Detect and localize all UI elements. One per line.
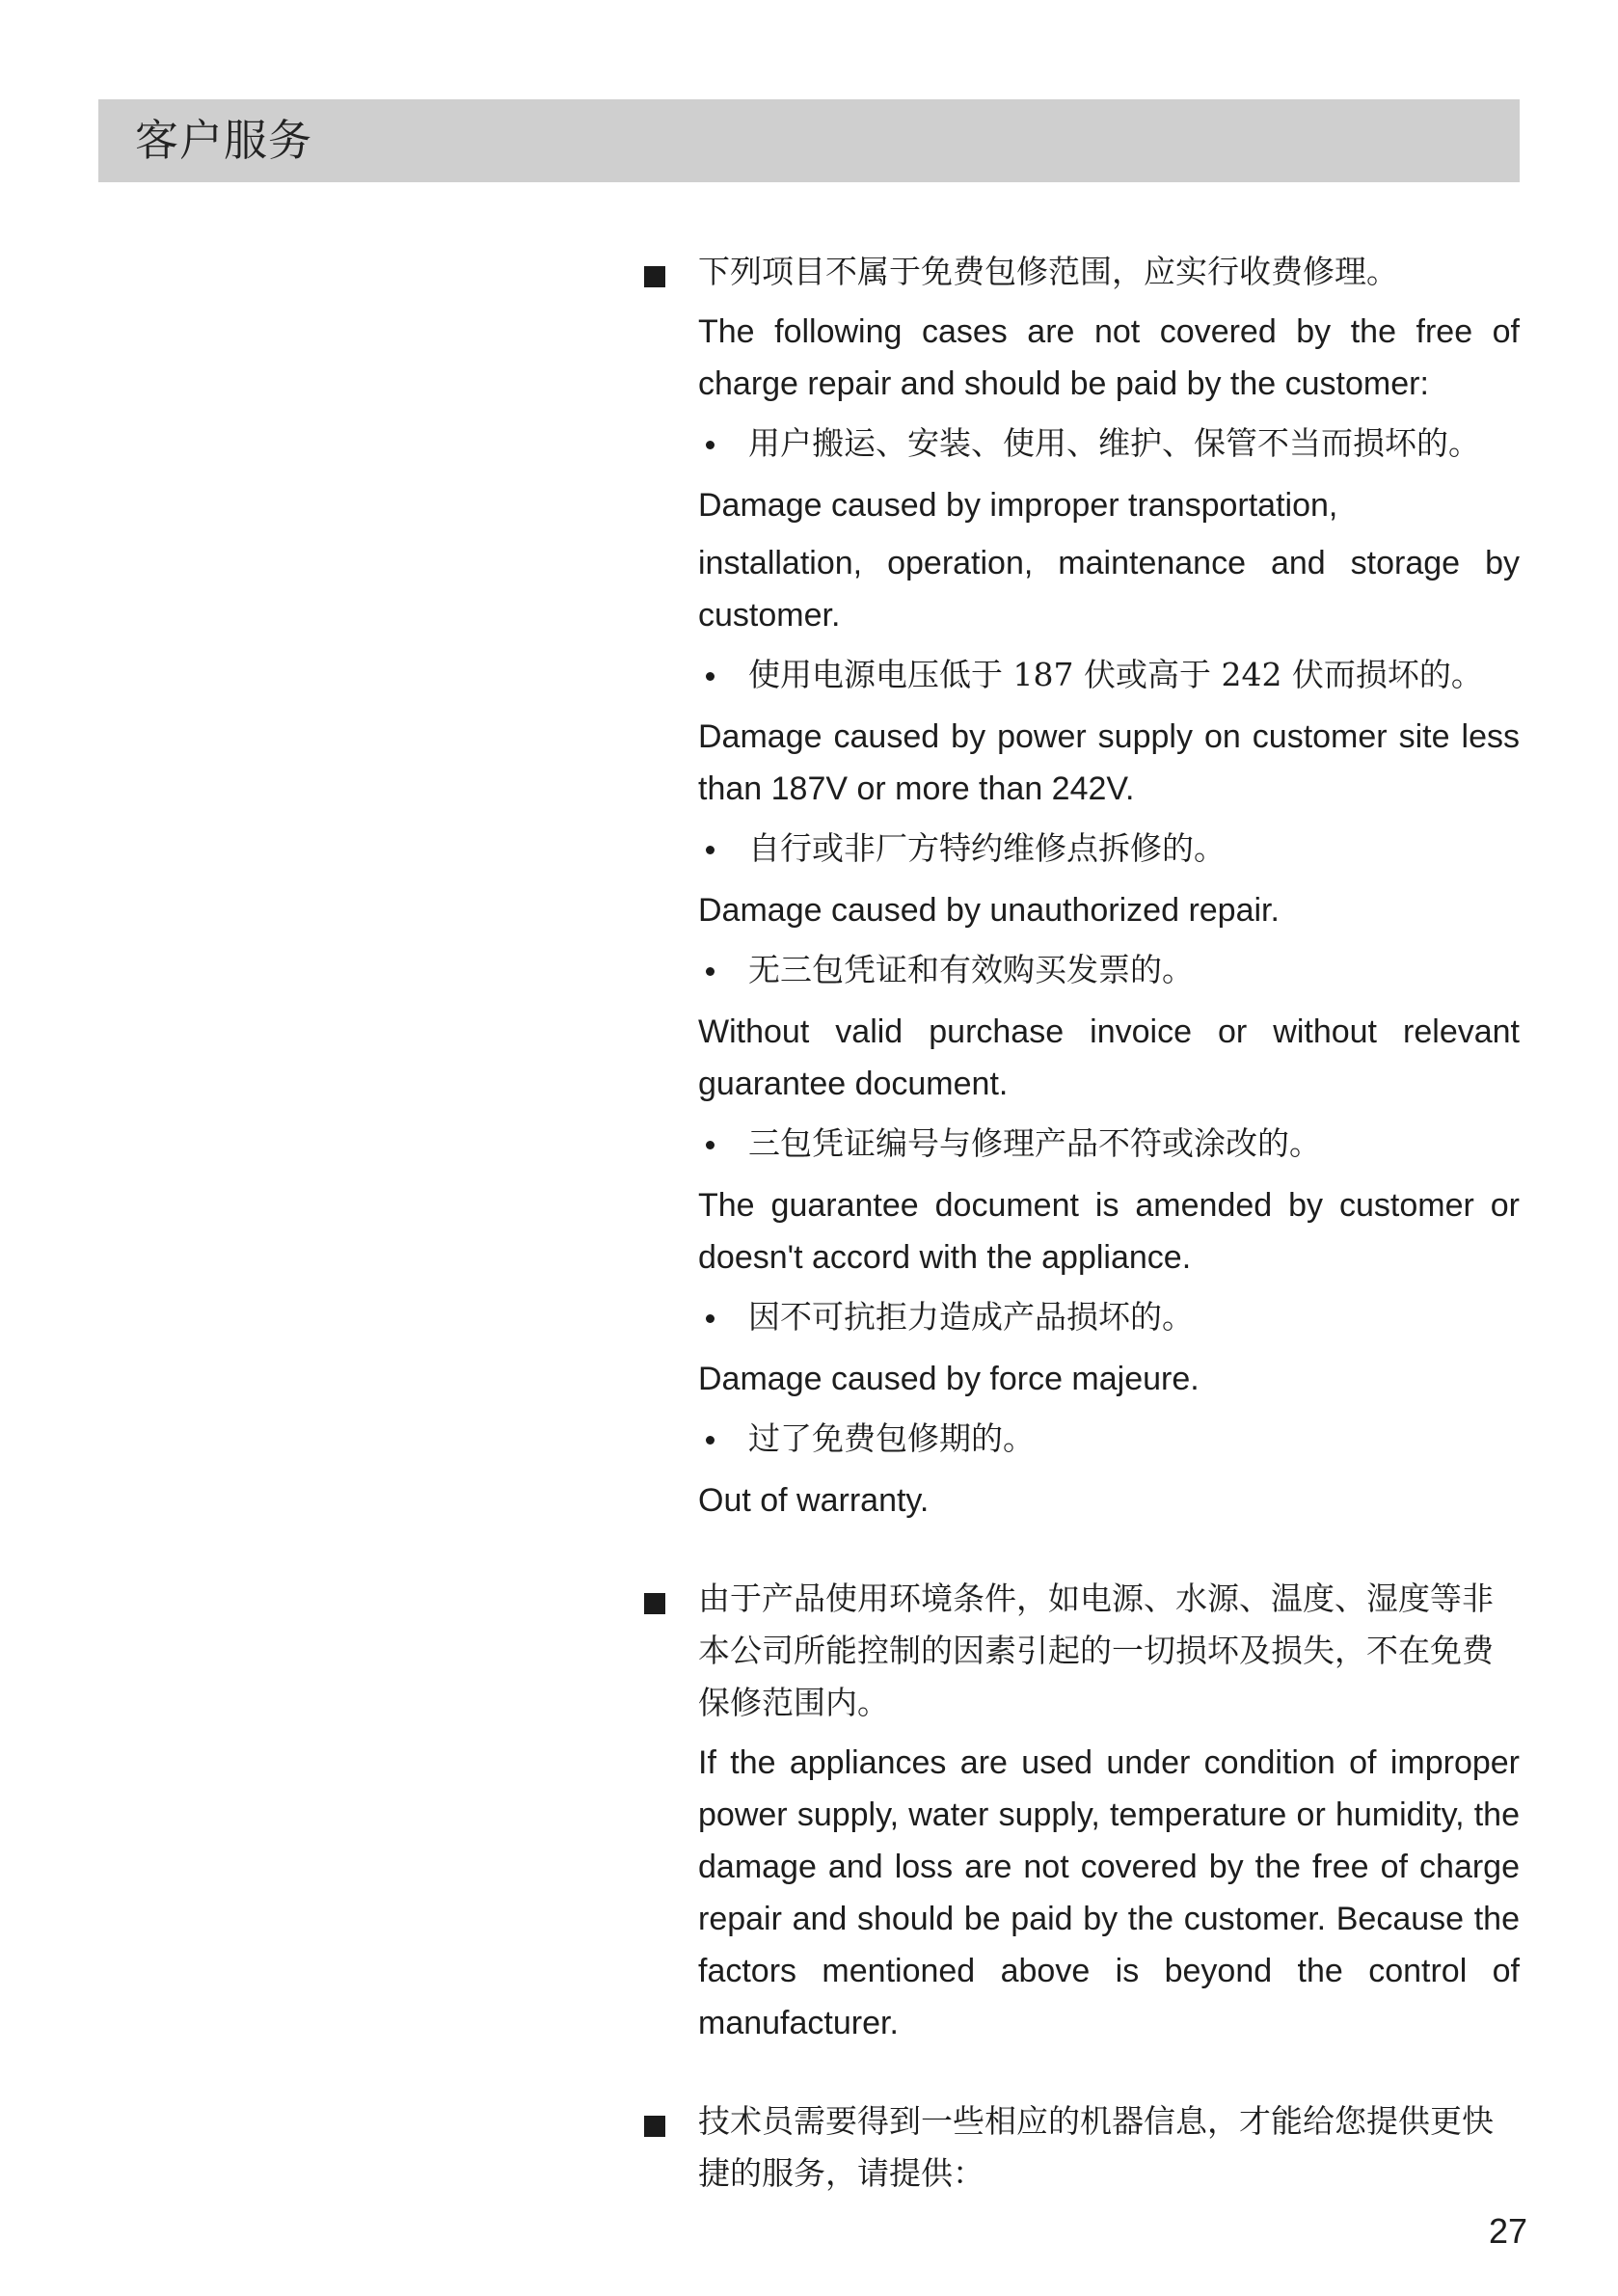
list-item <box>698 823 1520 936</box>
list-item-zh: 因不可抗拒力造成产品损坏的。 <box>748 1298 1194 1336</box>
list-item-zh: 无三包凭证和有效购买发票的。 <box>748 951 1194 988</box>
square-bullet-icon <box>644 2116 665 2137</box>
section-paid-repair <box>640 246 1520 1526</box>
list-item-en: Damage caused by improper transportation, <box>698 487 1338 524</box>
section2-zh: 由于产品使用环境条件，如电源、水源、温度、湿度等非本公司所能控制的因素引起的一切损坏及损失，不在免费保修范围内。 <box>698 1580 1494 1721</box>
list-item-en: Out of warranty. <box>698 1482 930 1519</box>
list-item-zh: 自行或非厂方特约维修点拆修的。 <box>748 829 1226 867</box>
square-bullet-icon <box>644 1593 665 1614</box>
list-item-en: The guarantee document is amended by customer or doesn't accord with the appliance. <box>698 1187 1520 1276</box>
list-item <box>698 1118 1520 1283</box>
list-item-zh: 过了免费包修期的。 <box>748 1419 1035 1457</box>
bullet-dot-icon <box>706 1436 715 1445</box>
bullet-dot-icon <box>706 846 715 854</box>
section1-intro-zh: 下列项目不属于免费包修范围，应实行收费修理。 <box>698 253 1398 290</box>
section-environment <box>640 1573 1520 2049</box>
bullet-dot-icon <box>706 441 715 449</box>
content-column <box>640 246 1520 2200</box>
list-item <box>698 418 1520 641</box>
list-item <box>698 944 1520 1110</box>
list-item-en-continued: installation, operation, maintenance and storage by customer. <box>698 545 1520 634</box>
bullet-dot-icon <box>706 1314 715 1323</box>
square-bullet-icon <box>644 266 665 287</box>
list-item-en: Damage caused by power supply on customer site less than 187V or more than 242V. <box>698 718 1520 807</box>
list-item-en: Damage caused by force majeure. <box>698 1361 1200 1397</box>
bullet-dot-icon <box>706 967 715 976</box>
page-title: 客户服务 <box>135 115 313 166</box>
page-number: 27 <box>1489 2211 1528 2251</box>
section3-zh: 技术员需要得到一些相应的机器信息，才能给您提供更快捷的服务，请提供： <box>698 2102 1494 2192</box>
list-item-zh: 用户搬运、安装、使用、维护、保管不当而损坏的。 <box>748 424 1480 462</box>
section-technician-info <box>640 2095 1520 2200</box>
list-item <box>698 649 1520 815</box>
list-item <box>698 1291 1520 1405</box>
bullet-dot-icon <box>706 1141 715 1149</box>
list-item <box>698 1413 1520 1526</box>
section2-en: If the appliances are used under condition of improper power supply, water supply, temperature or humidity, the damage and loss are not covered by the free of charge repair and should be paid by the customer. Because the factors mentioned above is beyond the control of manufacturer. <box>698 1744 1520 2041</box>
list-item-zh: 使用电源电压低于 187 伏或高于 242 伏而损坏的。 <box>748 656 1483 693</box>
section1-intro-en: The following cases are not covered by the free of charge repair and should be paid by the customer: <box>698 313 1520 402</box>
list-item-en: Without valid purchase invoice or without relevant guarantee document. <box>698 1013 1520 1102</box>
list-item-zh: 三包凭证编号与修理产品不符或涂改的。 <box>748 1124 1321 1162</box>
header-bar <box>98 99 1520 182</box>
bullet-dot-icon <box>706 672 715 681</box>
list-item-en: Damage caused by unauthorized repair. <box>698 892 1280 929</box>
